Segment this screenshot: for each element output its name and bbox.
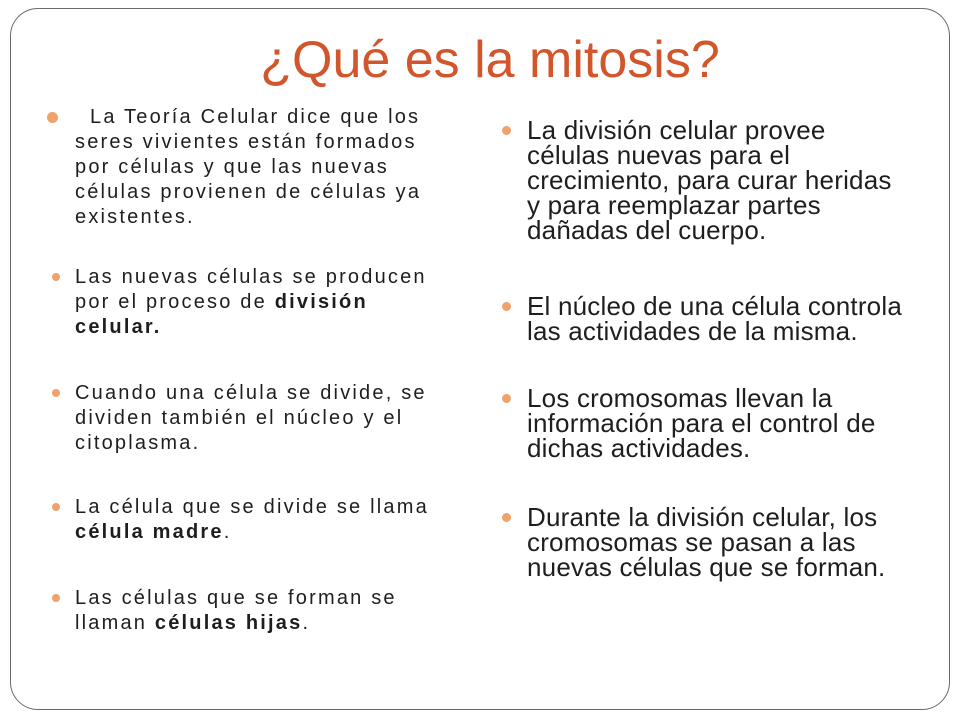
bullet-dot-icon bbox=[52, 503, 60, 511]
bullet-line: Los cromosomas llevan la bbox=[527, 382, 833, 413]
bullet-line: Las nuevas células se producen bbox=[75, 265, 427, 288]
bullet-text: . bbox=[223, 520, 232, 543]
bullet-line: cromosomas se pasan a las bbox=[527, 526, 856, 557]
bullet-line: La Teoría Celular dice que los bbox=[90, 105, 421, 128]
bullet-line bbox=[75, 520, 495, 545]
bullet-line: crecimiento, para curar heridas bbox=[527, 164, 892, 195]
bullet-line: células provienen de células ya bbox=[75, 180, 422, 203]
bullet-line: citoplasma. bbox=[75, 431, 201, 454]
bullet-line: información para el control de bbox=[527, 407, 876, 438]
bullet-dot-icon bbox=[502, 302, 511, 311]
right-bullet-cromosomas bbox=[527, 382, 937, 463]
bullet-line: Durante la división celular, los bbox=[527, 501, 878, 532]
bullet-line: El núcleo de una célula controla bbox=[527, 290, 902, 321]
bullet-bold-term: celular. bbox=[75, 315, 162, 338]
bullet-text: por el proceso de bbox=[75, 290, 267, 313]
bullet-dot-icon bbox=[47, 112, 58, 123]
bullet-dot-icon bbox=[52, 389, 60, 397]
bullet-dot-icon bbox=[502, 513, 511, 522]
right-bullet-nucleo bbox=[527, 290, 937, 346]
right-bullet-division-celular bbox=[527, 114, 937, 245]
bullet-dot-icon bbox=[52, 273, 60, 281]
bullet-line: por células y que las nuevas bbox=[75, 155, 389, 178]
left-bullet-nucleo-citoplasma bbox=[75, 381, 495, 456]
bullet-line: y para reemplazar partes bbox=[527, 189, 821, 220]
bullet-line: dividen también el núcleo y el bbox=[75, 406, 404, 429]
bullet-dot-icon bbox=[502, 394, 511, 403]
right-bullet-durante-division bbox=[527, 501, 937, 582]
left-bullet-celula-madre bbox=[75, 495, 495, 545]
bullet-line: existentes. bbox=[75, 205, 195, 228]
left-bullet-division-celular bbox=[75, 265, 495, 340]
bullet-text: . bbox=[302, 611, 311, 634]
bullet-line: La célula que se divide se llama bbox=[75, 495, 429, 518]
bullet-line: La división celular provee bbox=[527, 114, 826, 145]
bullet-line: Cuando una célula se divide, se bbox=[75, 381, 427, 404]
bullet-line: seres vivientes están formados bbox=[75, 130, 417, 153]
bullet-line: nuevas células que se forman. bbox=[527, 551, 886, 582]
bullet-bold-term: división bbox=[274, 290, 368, 313]
bullet-dot-icon bbox=[502, 126, 511, 135]
slide-title: ¿Qué es la mitosis? bbox=[260, 31, 720, 89]
bullet-bold-term: célula madre bbox=[75, 520, 224, 543]
bullet-line: Las células que se forman se bbox=[75, 586, 397, 609]
bullet-text: llaman bbox=[75, 611, 148, 634]
left-bullet-celulas-hijas bbox=[75, 586, 495, 636]
bullet-line: las actividades de la misma. bbox=[527, 315, 858, 346]
bullet-dot-icon bbox=[52, 594, 60, 602]
bullet-line: dichas actividades. bbox=[527, 432, 751, 463]
bullet-line: células nuevas para el bbox=[527, 139, 791, 170]
bullet-line: dañadas del cuerpo. bbox=[527, 214, 767, 245]
bullet-line bbox=[75, 611, 495, 636]
left-bullet-teoria-celular bbox=[75, 105, 495, 230]
bullet-line bbox=[75, 290, 495, 315]
bullet-bold-term: células hijas bbox=[154, 611, 303, 634]
bullet-line bbox=[75, 315, 495, 340]
